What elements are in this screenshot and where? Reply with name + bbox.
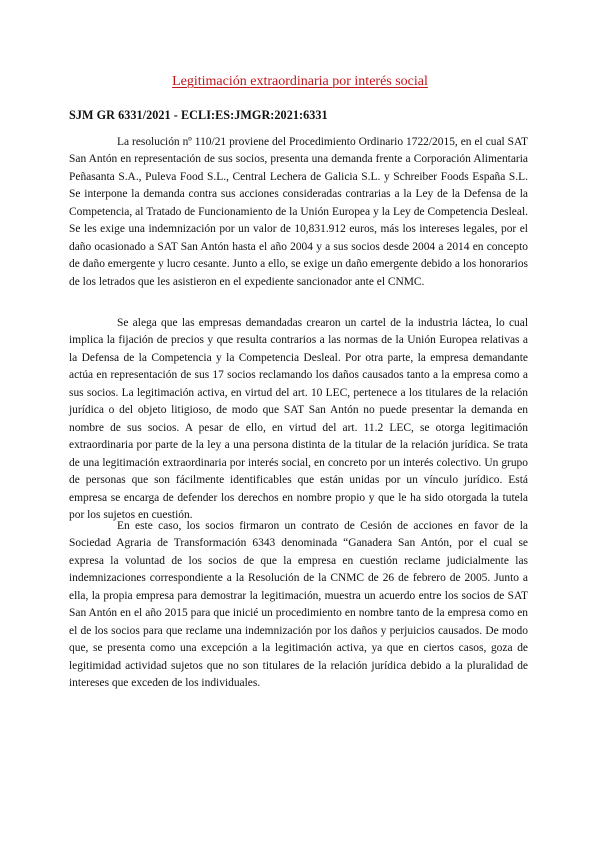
- paragraph-2: Se alega que las empresas demandadas crearon un cartel de la industria láctea, lo cual implica la fijación de precios y que resulta contrarios a las normas de la Unión Europea relativas a la Defensa de la Competencia y la Competencia Desleal. Por otra parte, la empresa demandante actúa en representación de sus 17 socios reclamando los daños causados tanto a la empresa como a sus socios. La legitimación activa, en virtud del art. 10 LEC, pertenece a los titulares de la relación jurídica o del objeto litigioso, de modo que SAT San Antón no puede presentar la demanda en nombre de sus socios. A pesar de ello, en virtud del art. 11.2 LEC, se otorga legitimación extraordinaria por parte de la ley a una persona distinta de la titular de la relación jurídica. Se trata de una legitimación extraordinaria por interés social, en concreto por un interés colectivo. Un grupo de personas que son fácilmente identificables que están unidas por un vínculo jurídico. Está empresa se encarga de defender los derechos en nombre propio y que le ha sido otorgada la tutela por los sujetos en cuestión.: [69, 317, 528, 521]
- document-title: Legitimación extraordinaria por interés social: [172, 74, 428, 89]
- case-reference: SJM GR 6331/2021 - ECLI:ES:JMGR:2021:6331: [69, 108, 328, 122]
- paragraph-1: La resolución nº 110/21 proviene del Procedimiento Ordinario 1722/2015, en el cual SAT San Antón en representación de sus socios, presenta una demanda frente a Corporación Alimentaria Peñasanta S.A., Puleva Food S.L., Central Lechera de Galicia S.L. y Schreiber Foods España S.L. Se interpone la demanda contra sus acciones consideradas contrarias a la Ley de la Defensa de la Competencia, al Tratado de Funcionamiento de la Unión Europea y la Ley de Competencia Desleal. Se les exige una indemnización por un valor de 10,831.912 euros, más los intereses legales, por el daño ocasionado a SAT San Antón hasta el año 2004 y a sus socios desde 2004 a 2014 en concepto de daño emergente y lucro cesante. Junto a ello, se exige un daño emergente debido a los honorarios de los letrados que les asistieron en el expediente sancionador ante el CNMC.: [69, 136, 528, 288]
- paragraph-3: En este caso, los socios firmaron un contrato de Cesión de acciones en favor de la Sociedad Agraria de Transformación 6343 denominada “Ganadera San Antón, por el cual se expresa la voluntad de los socios de que la empresa en cuestión reclame judicialmente las indemnizaciones correspondiente a la Resolución de la CNMC de 26 de febrero de 2005. Junto a ella, la propia empresa para demostrar la legitimación, muestra un acuerdo entre los socios de SAT San Antón en el año 2015 para que inicié un procedimiento en nombre tanto de la empresa como en el de los socios para que reclame una indemnización por los daños y perjuicios causados. De modo que, se presenta como una excepción a la legitimación activa, ya que en ciertos casos, goza de legitimidad actividad sujetos que no son titulares de la relación jurídica debido a la pluralidad de intereses que exceden de los individuales.: [69, 520, 528, 690]
